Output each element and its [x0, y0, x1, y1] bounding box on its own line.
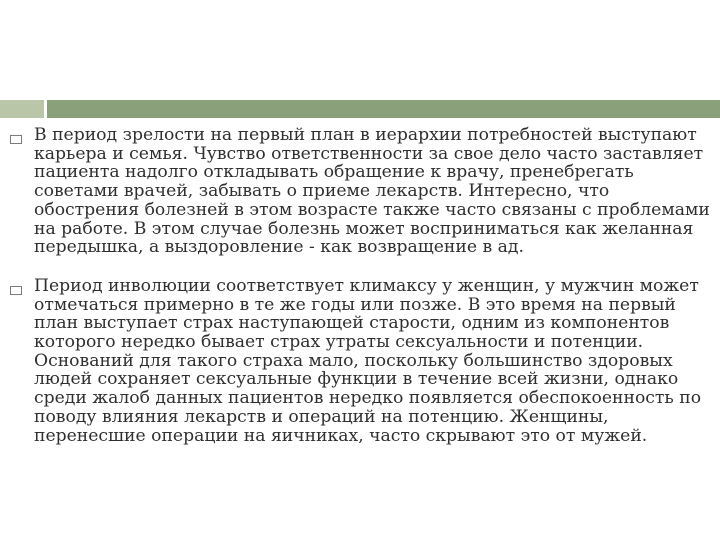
square-bullet-icon	[10, 135, 22, 144]
bullet-text: В период зрелости на первый план в иерархии потребностей выступают карьера и семья. Чувство ответственности за свое дело часто заставляет пациента надолго откладывать обращение к врачу, пренебрегать советами врачей, забывать о приеме лекарств. Интересно, что обострения болезней в этом возрасте также часто связаны с проблемами на работе. В этом случае болезнь может восприниматься как желанная передышка, а выздоровление - как возвращение в ад.	[34, 125, 710, 258]
header-accent-bar-left	[0, 100, 44, 118]
bullet-list	[10, 126, 714, 445]
list-item	[10, 277, 714, 445]
square-bullet-icon	[10, 286, 22, 295]
header-accent-bar-right	[47, 100, 720, 118]
bullet-text: Период инволюции соответствует климаксу у женщин, у мужчин может отмечаться примерно в те же годы или позже. В это время на первый план выступает страх наступающей старости, одним из компонентов которого нередко бывает страх утраты сексуальности и потенции. Оснований для такого страха мало, поскольку большинство здоровых людей сохраняет сексуальные функции в течение всей жизни, однако среди жалоб данных пациентов нередко появляется обеспокоенность по поводу влияния лекарств и операций на потенцию. Женщины, перенесшие операции на яичниках, часто скрывают это от мужей.	[34, 275, 702, 446]
list-item	[10, 126, 714, 257]
